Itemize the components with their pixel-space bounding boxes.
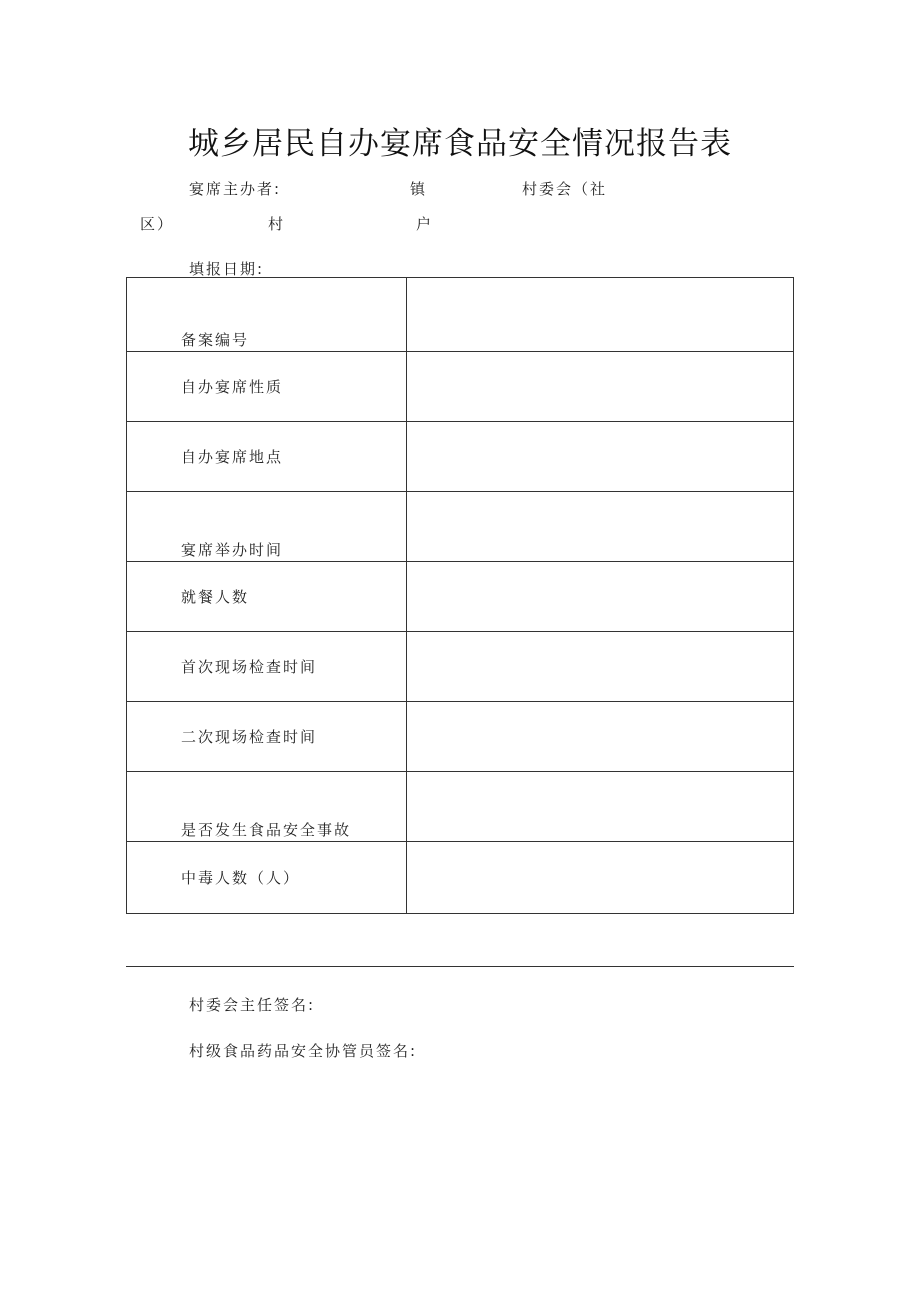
village-committee-label: 村委会（社 bbox=[522, 180, 608, 198]
row-value-filing-number[interactable] bbox=[407, 278, 794, 352]
host-label: 宴席主办者: bbox=[189, 180, 282, 198]
table-row bbox=[127, 632, 794, 702]
village-label: 村 bbox=[268, 215, 286, 233]
table-row bbox=[127, 842, 794, 914]
town-label: 镇 bbox=[410, 180, 428, 198]
date-label: 填报日期: bbox=[189, 260, 265, 278]
row-value-banquet-location[interactable] bbox=[407, 422, 794, 492]
district-close-label: 区） bbox=[140, 215, 175, 233]
row-label-banquet-time: 宴席举办时间 bbox=[127, 492, 407, 562]
row-value-diner-count[interactable] bbox=[407, 562, 794, 632]
row-label-banquet-nature: 自办宴席性质 bbox=[127, 352, 407, 422]
row-value-banquet-time[interactable] bbox=[407, 492, 794, 562]
table-row bbox=[127, 352, 794, 422]
table-row bbox=[127, 702, 794, 772]
row-label-banquet-location: 自办宴席地点 bbox=[127, 422, 407, 492]
row-label-first-inspection: 首次现场检查时间 bbox=[127, 632, 407, 702]
row-value-food-safety-incident[interactable] bbox=[407, 772, 794, 842]
row-value-first-inspection[interactable] bbox=[407, 632, 794, 702]
table-row bbox=[127, 422, 794, 492]
row-value-poisoned-count[interactable] bbox=[407, 842, 794, 914]
row-label-poisoned-count: 中毒人数（人） bbox=[127, 842, 407, 914]
row-value-second-inspection[interactable] bbox=[407, 702, 794, 772]
table-row bbox=[127, 562, 794, 632]
row-label-diner-count: 就餐人数 bbox=[127, 562, 407, 632]
director-signature-label: 村委会主任签名: bbox=[189, 996, 316, 1014]
table-row bbox=[127, 772, 794, 842]
coordinator-signature-label: 村级食品药品安全协管员签名: bbox=[189, 1042, 418, 1060]
row-label-filing-number: 备案编号 bbox=[127, 278, 407, 352]
report-table bbox=[126, 277, 794, 914]
table-row bbox=[127, 492, 794, 562]
signature-divider bbox=[126, 966, 794, 967]
household-label: 户 bbox=[416, 215, 434, 233]
row-value-banquet-nature[interactable] bbox=[407, 352, 794, 422]
row-label-food-safety-incident: 是否发生食品安全事故 bbox=[127, 772, 407, 842]
row-label-second-inspection: 二次现场检查时间 bbox=[127, 702, 407, 772]
table-row bbox=[127, 278, 794, 352]
document-title: 城乡居民自办宴席食品安全情况报告表 bbox=[188, 126, 732, 162]
